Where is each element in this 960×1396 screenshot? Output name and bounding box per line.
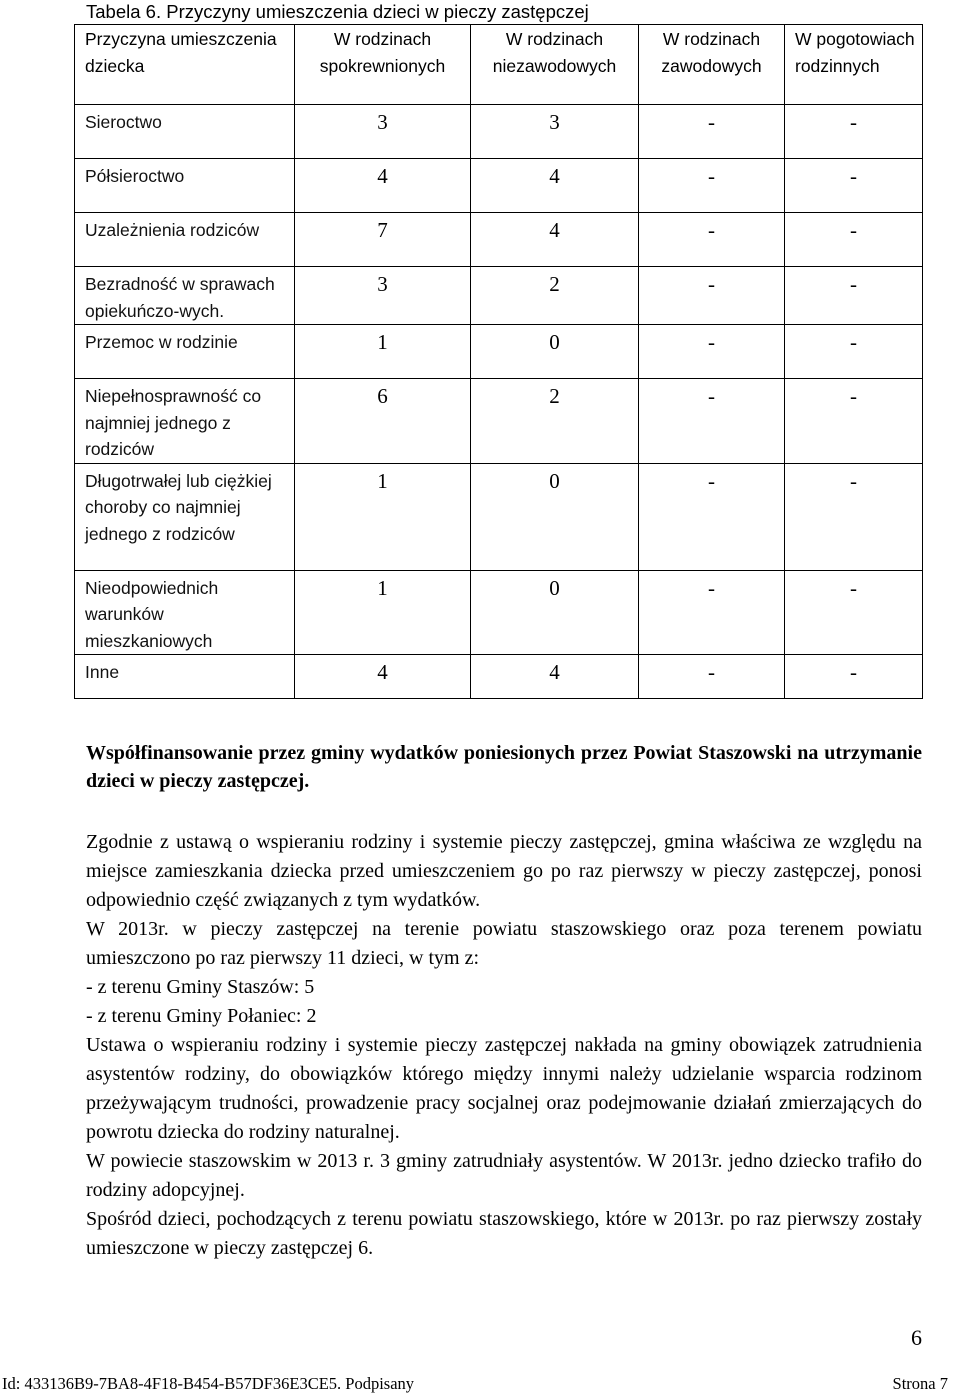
column-header-family-emergency: W pogotowiach rodzinnych [785,25,923,105]
cell-value: - [639,655,785,699]
cell-value: - [639,463,785,570]
cell-value: 3 [471,105,639,159]
page-number: 6 [911,1325,922,1350]
column-header-cause: Przyczyna umieszczenia dziecka [75,25,295,105]
cell-value: 3 [295,105,471,159]
table-row [75,105,923,159]
cell-value: 1 [295,325,471,379]
cell-value: 7 [295,213,471,267]
cell-value: - [639,267,785,325]
table-row [75,213,923,267]
cell-value: 2 [471,379,639,464]
footer-document-id: Id: 433136B9-7BA8-4F18-B454-B57DF36E3CE5. Podpisany [2,1374,415,1393]
cell-value: - [785,463,923,570]
section-heading: Współfinansowanie przez gminy wydatków poniesionych przez Powiat Staszowski na utrzymanie dzieci w pieczy zastępczej. [86,742,922,792]
table-row [75,655,923,699]
row-label: Niepełnosprawność co najmniej jednego z rodziców [75,379,295,464]
causes-table [74,24,923,699]
cell-value: - [785,655,923,699]
row-label: Sieroctwo [75,105,295,159]
row-label: Inne [75,655,295,699]
table-row [75,463,923,570]
table-row [75,325,923,379]
cell-value: - [639,379,785,464]
cell-value: - [639,159,785,213]
list-item: - z terenu Gminy Staszów: 5 [86,976,315,998]
table-row [75,159,923,213]
section-body [86,828,922,1263]
cell-value: - [639,325,785,379]
cell-value: 4 [471,655,639,699]
table-row [75,267,923,325]
paragraph: W powiecie staszowskim w 2013 r. 3 gminy zatrudniały asystentów. W 2013r. jedno dziecko trafiło do rodziny adopcyjnej. [86,1150,922,1201]
row-label: Półsieroctwo [75,159,295,213]
column-header-related-families: W rodzinach spokrewnionych [295,25,471,105]
column-header-professional-families: W rodzinach zawodowych [639,25,785,105]
cell-value: 4 [471,159,639,213]
row-label: Uzależnienia rodziców [75,213,295,267]
cell-value: - [785,159,923,213]
footer-page-label: Strona 7 [892,1374,948,1393]
paragraph: Ustawa o wspieraniu rodziny i systemie pieczy zastępczej nakłada na gminy obowiązek zatrudnienia asystentów rodziny, do obowiązków którego między innymi należy udzielanie wsparcia rodzinom przeżywającym trudności, prowadzenie pracy socjalnej oraz podejmowanie działań zmierzających do powrotu dziecka do rodziny naturalnej. [86,1034,922,1143]
row-label: Przemoc w rodzinie [75,325,295,379]
cell-value: 4 [295,655,471,699]
cell-value: - [785,379,923,464]
cell-value: 1 [295,570,471,655]
cell-value: - [639,105,785,159]
row-label: Długotrwałej lub ciężkiej choroby co najmniej jednego z rodziców [75,463,295,570]
table-row [75,570,923,655]
cell-value: - [785,213,923,267]
table-row [75,379,923,464]
cell-value: - [785,105,923,159]
paragraph: Spośród dzieci, pochodzących z terenu powiatu staszowskiego, które w 2013r. po raz pierwszy zostały umieszczone w pieczy zastępczej 6. [86,1208,922,1259]
table-header-row [75,25,923,105]
cell-value: 0 [471,325,639,379]
cell-value: 2 [471,267,639,325]
cell-value: 4 [295,159,471,213]
cell-value: 1 [295,463,471,570]
cell-value: - [785,267,923,325]
row-label: Bezradność w sprawach opiekuńczo-wych. [75,267,295,325]
paragraph: Zgodnie z ustawą o wspieraniu rodziny i systemie pieczy zastępczej, gmina właściwa ze względu na miejsce zamieszkania dziecka przed umieszczeniem go po raz pierwszy w pieczy zastępczej, ponosi odpowiednio część związanych z tym wydatków. [86,831,922,911]
cell-value: 6 [295,379,471,464]
cell-value: 4 [471,213,639,267]
cell-value: 0 [471,463,639,570]
table-caption: Tabela 6. Przyczyny umieszczenia dzieci w pieczy zastępczej [86,1,589,22]
cell-value: - [639,213,785,267]
cell-value: 3 [295,267,471,325]
cell-value: 0 [471,570,639,655]
cell-value: - [785,570,923,655]
cell-value: - [639,570,785,655]
paragraph: W 2013r. w pieczy zastępczej na terenie powiatu staszowskiego oraz poza terenem powiatu umieszczono po raz pierwszy 11 dzieci, w tym z: [86,918,922,969]
column-header-non-professional-families: W rodzinach niezawodowych [471,25,639,105]
list-item: - z terenu Gminy Połaniec: 2 [86,1005,317,1027]
row-label: Nieodpowiednich warunków mieszkaniowych [75,570,295,655]
cell-value: - [785,325,923,379]
